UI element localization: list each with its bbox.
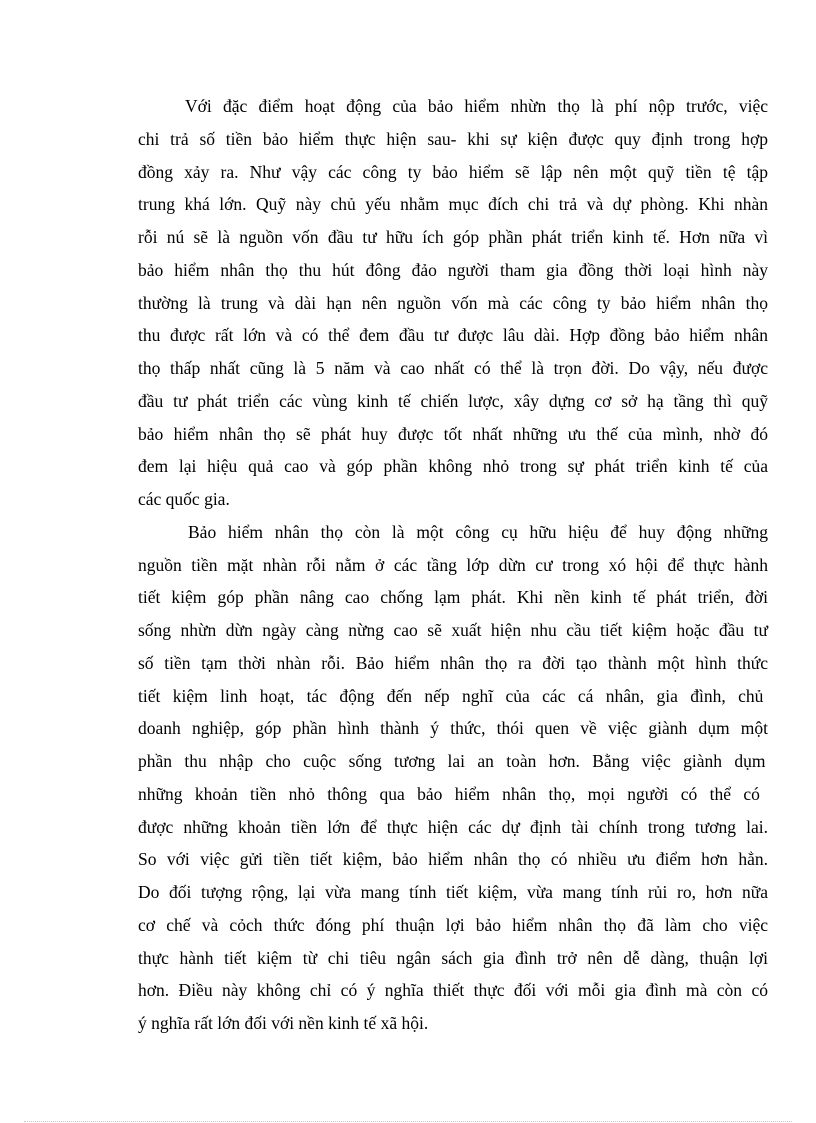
text-line: Bảo hiểm nhân thọ còn là một công cụ hữu hiệu để huy động những	[188, 521, 768, 542]
text-line: ý nghĩa rất lớn đối với nền kinh tế xã hội.	[138, 1013, 429, 1033]
text-line: những khoản tiền nhỏ thông qua bảo hiểm nhân thọ, mọi người có thể có	[138, 783, 760, 804]
text-line: Với đặc điểm hoạt động của bảo hiểm nhừn thọ là phí nộp trước, việc	[185, 96, 768, 116]
text-line: So với việc gửi tiền tiết kiệm, bảo hiểm nhân thọ có nhiều ưu điểm hơn hẳn.	[138, 849, 768, 870]
text-line: chi trả số tiền bảo hiểm thực hiện sau- khi sự kiện được quy định trong hợp	[138, 128, 768, 149]
text-line: các quốc gia.	[138, 489, 230, 509]
text-line: tiết kiệm linh hoạt, tác động đến nếp nghĩ của các cá nhân, gia đình, chủ	[138, 685, 764, 706]
text-line: thực hành tiết kiệm từ chi tiêu ngân sách gia đình trở nên dễ dàng, thuận lợi	[138, 947, 768, 968]
text-line: đồng xảy ra. Như vậy các công ty bảo hiểm sẽ lập nên một quỹ tiền tệ tập	[138, 161, 768, 182]
text-line: hơn. Điều này không chỉ có ý nghĩa thiết thực đối với mỗi gia đình mà còn có	[138, 980, 768, 1001]
text-line: thọ thấp nhất cũng là 5 năm và cao nhất có thể là trọn đời. Do vậy, nếu được	[138, 358, 768, 378]
page-bottom-divider	[24, 1121, 792, 1122]
text-line: thường là trung và dài hạn nên nguồn vốn mà các công ty bảo hiểm nhân thọ	[138, 292, 768, 313]
text-line: cơ chế và cỏch thức đóng phí thuận lợi bảo hiểm nhân thọ đã làm cho việc	[138, 914, 768, 935]
text-line: sống nhừn dừn ngày càng nừng cao sẽ xuất hiện nhu cầu tiết kiệm hoặc đầu tư	[138, 620, 768, 640]
text-line: doanh nghiệp, góp phần hình thành ý thức, thói quen về việc giành dụm một	[138, 718, 768, 739]
text-line: rỗi nú sẽ là nguồn vốn đầu tư hữu ích góp phần phát triển kinh tế. Hơn nữa vì	[138, 227, 768, 247]
text-line: phần thu nhập cho cuộc sống tương lai an toàn hơn. Bằng việc giành dụm	[138, 751, 766, 771]
text-line: thu được rất lớn và có thể đem đầu tư được lâu dài. Hợp đồng bảo hiểm nhân	[138, 325, 768, 346]
text-line: bảo hiểm nhân thọ thu hút đông đảo người tham gia đồng thời loại hình này	[138, 259, 768, 280]
text-line: nguồn tiền mặt nhàn rỗi nằm ở các tầng lớp dừn cư trong xó hội để thực hành	[138, 554, 768, 575]
text-line: Do đối tượng rộng, lại vừa mang tính tiết kiệm, vừa mang tính rủi ro, hơn nữa	[138, 882, 768, 902]
text-line: được những khoản tiền lớn để thực hiện các dự định tài chính trong tương lai.	[138, 816, 768, 837]
text-line: bảo hiểm nhân thọ sẽ phát huy được tốt nhất những ưu thế của mình, nhờ đó	[138, 423, 768, 444]
text-line: trung khá lớn. Quỹ này chủ yếu nhằm mục đích chi trả và dự phòng. Khi nhàn	[138, 194, 768, 215]
text-line: số tiền tạm thời nhàn rỗi. Bảo hiểm nhân thọ ra đời tạo thành một hình thức	[138, 652, 768, 673]
text-line: tiết kiệm góp phần nâng cao chống lạm phát. Khi nền kinh tế phát triển, đời	[138, 587, 768, 608]
text-line: đầu tư phát triển các vùng kinh tế chiến lược, xây dựng cơ sở hạ tầng thì quỹ	[138, 390, 768, 411]
text-line: đem lại hiệu quả cao và góp phần không nhỏ trong sự phát triển kinh tế của	[138, 456, 768, 477]
